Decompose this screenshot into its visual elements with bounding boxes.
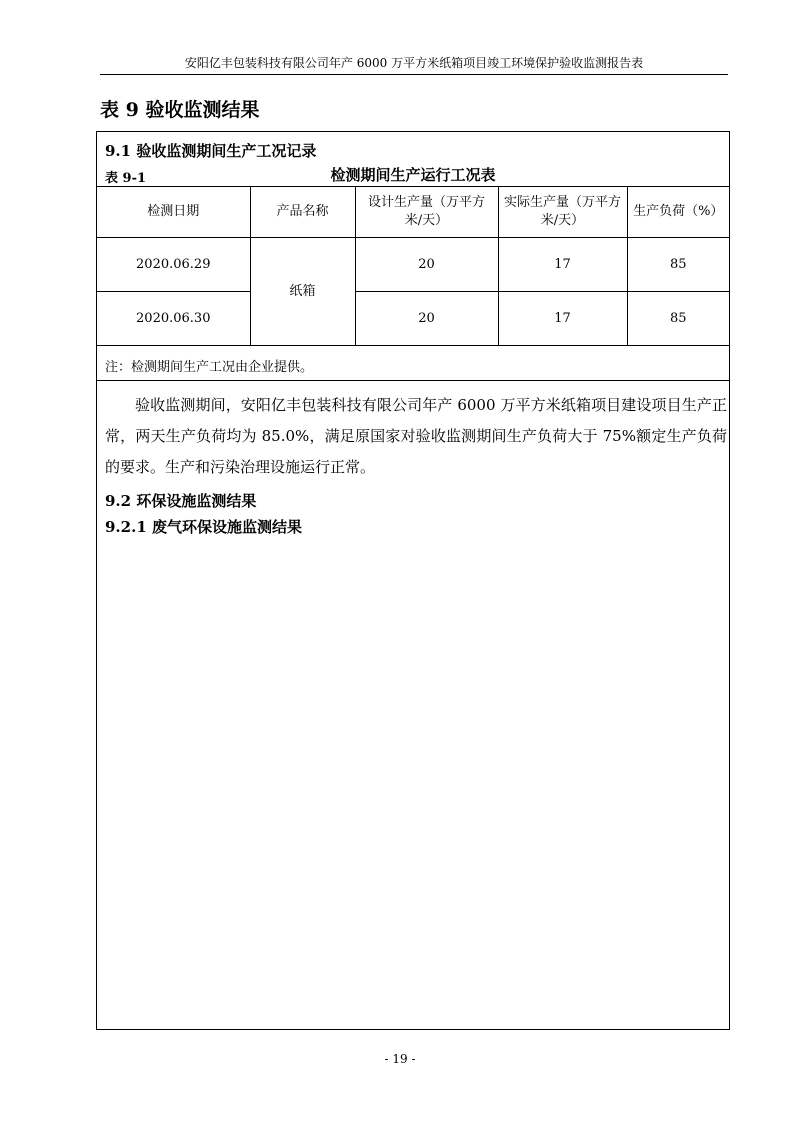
cell-product: 纸箱 (250, 238, 355, 346)
section-title: 表 9 验收监测结果 (100, 99, 260, 121)
cell-design-output: 20 (355, 292, 498, 346)
page-number: - 19 - (384, 1052, 416, 1066)
cell-actual-output: 17 (498, 238, 627, 292)
subsection-title-9-2-1: 9.2.1 废气环保设施监测结果 (105, 518, 302, 536)
divider (97, 380, 729, 381)
running-header: 安阳亿丰包装科技有限公司年产 6000 万平方米纸箱项目竣工环境保护验收监测报告表 (100, 55, 728, 75)
cell-load: 85 (627, 238, 729, 292)
column-header-product: 产品名称 (250, 187, 355, 238)
column-header-actual-output: 实际生产量（万平方米/天） (498, 187, 627, 238)
table-row (97, 292, 729, 346)
column-header-load: 生产负荷（%） (627, 187, 729, 238)
body-paragraph: 验收监测期间，安阳亿丰包装科技有限公司年产 6000 万平方米纸箱项目建设项目生产正常，两天生产负荷均为 85.0%，满足原国家对验收监测期间生产负荷大于 75%额定生产负荷的要求。生产和污染治理设施运行正常。 (105, 396, 727, 476)
subsection-title-9-1: 9.1 验收监测期间生产工况记录 (105, 142, 317, 160)
table-note: 注：检测期间生产工况由企业提供。 (105, 360, 314, 375)
table-header-row (97, 187, 729, 238)
table-row (97, 238, 729, 292)
subsection-title-9-2: 9.2 环保设施监测结果 (105, 492, 257, 510)
table-id: 表 9-1 (105, 171, 147, 186)
cell-load: 85 (627, 292, 729, 346)
cell-actual-output: 17 (498, 292, 627, 346)
cell-design-output: 20 (355, 238, 498, 292)
cell-date: 2020.06.29 (97, 238, 250, 292)
table-caption: 检测期间生产运行工况表 (330, 166, 496, 184)
production-conditions-table (97, 186, 729, 346)
content-frame (96, 131, 730, 1030)
cell-date: 2020.06.30 (97, 292, 250, 346)
column-header-design-output: 设计生产量（万平方米/天） (355, 187, 498, 238)
column-header-date: 检测日期 (97, 187, 250, 238)
